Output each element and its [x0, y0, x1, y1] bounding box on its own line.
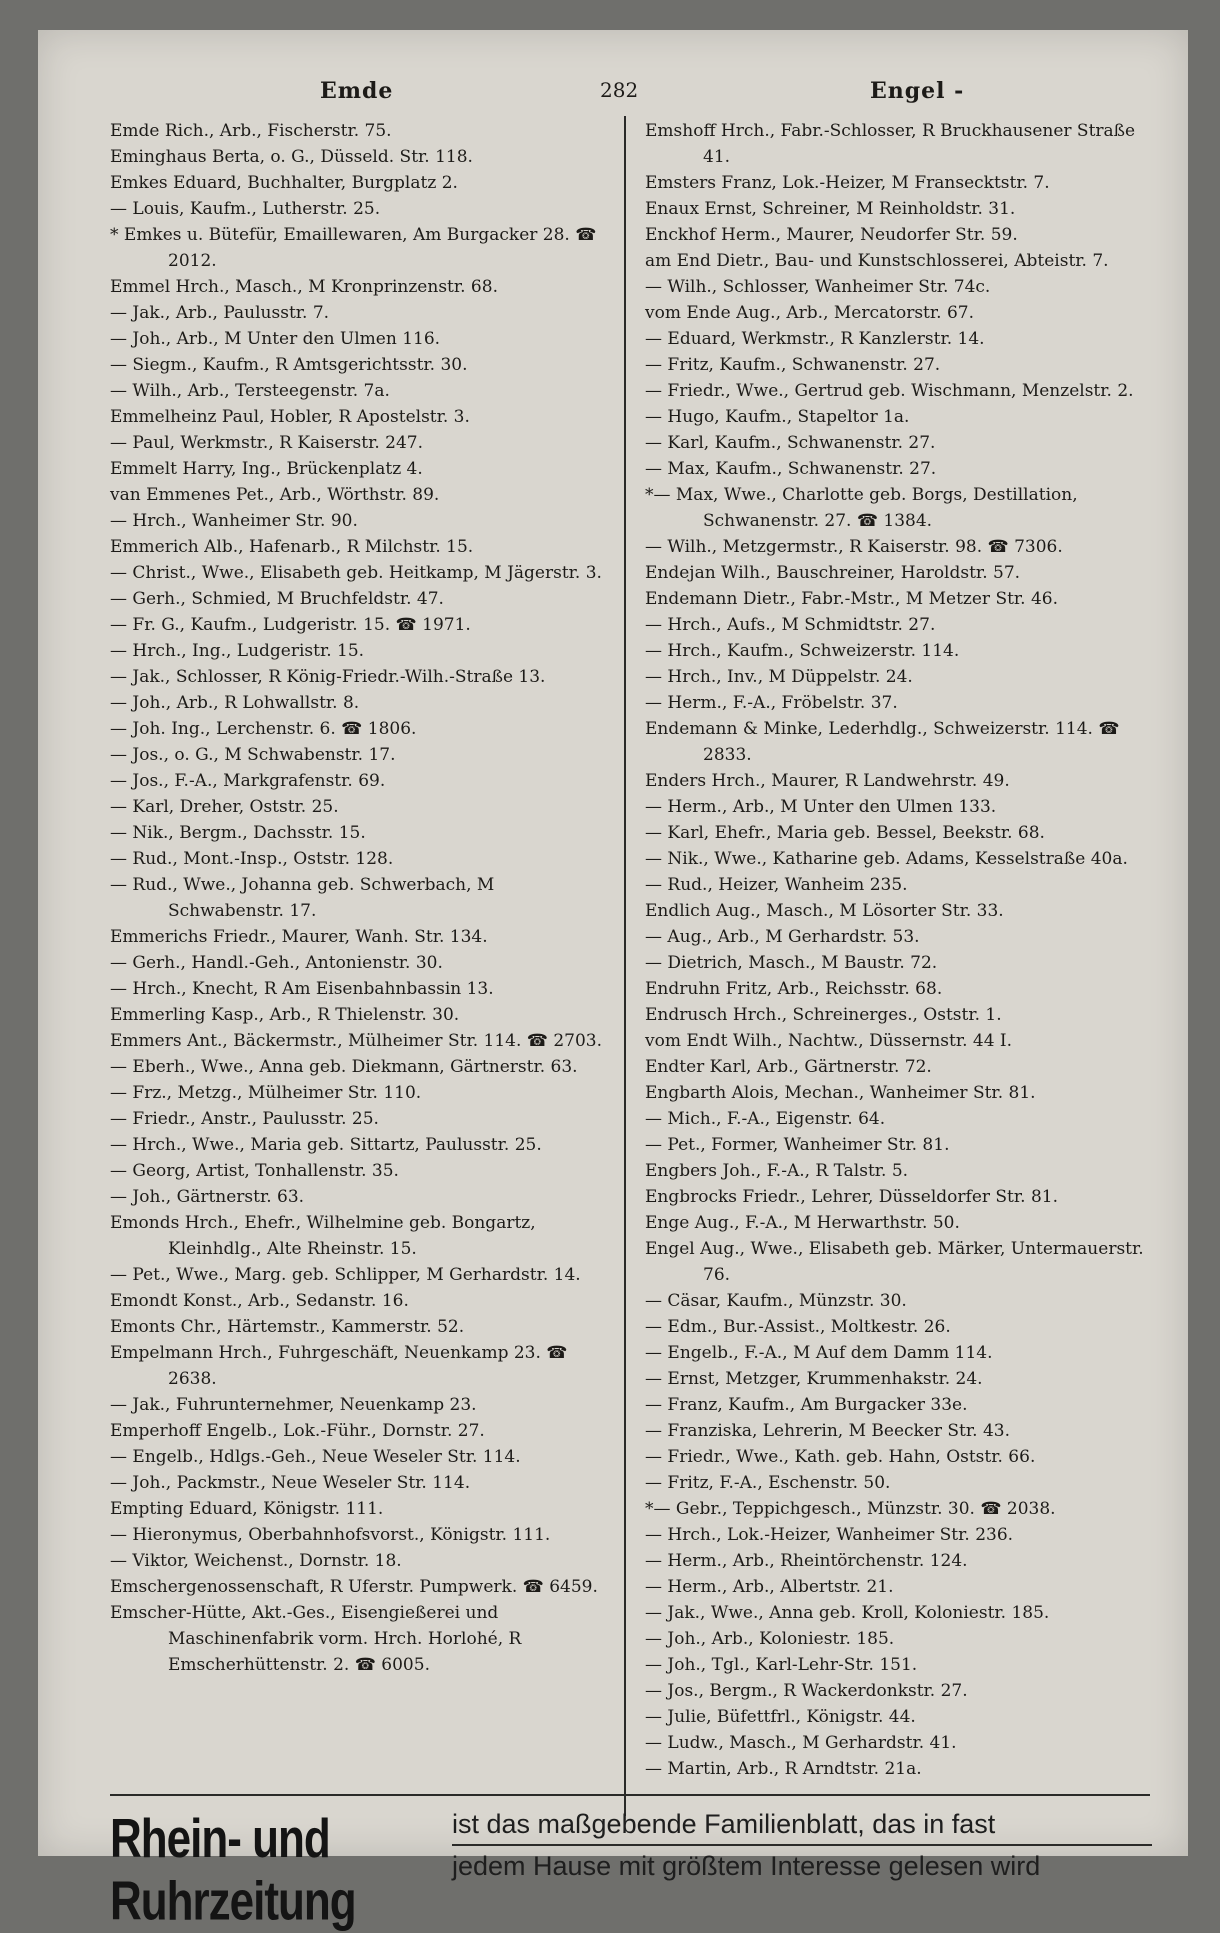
directory-entry: — Jak., Arb., Paulusstr. 7.	[110, 303, 330, 323]
directory-entry: — Hugo, Kaufm., Stapeltor 1a.	[645, 407, 910, 427]
directory-entry: — Wilh., Metzgermstr., R Kaiserstr. 98. ☎ 7306.	[645, 537, 1063, 557]
directory-entry: Emde Rich., Arb., Fischerstr. 75.	[110, 121, 392, 141]
directory-entry: — Pet., Former, Wanheimer Str. 81.	[645, 1135, 950, 1155]
directory-entry: Emonds Hrch., Ehefr., Wilhelmine geb. Bongartz, Kleinhdlg., Alte Rheinstr. 15.	[110, 1213, 536, 1259]
directory-entry: — Franz, Kaufm., Am Burgacker 33e.	[645, 1395, 968, 1415]
directory-entry: Emmerichs Friedr., Maurer, Wanh. Str. 134.	[110, 927, 488, 947]
directory-entry: — Hrch., Wanheimer Str. 90.	[110, 511, 358, 531]
directory-entry: — Frz., Metzg., Mülheimer Str. 110.	[110, 1083, 422, 1103]
directory-entry: — Rud., Wwe., Johanna geb. Schwerbach, M Schwabenstr. 17.	[110, 875, 495, 921]
directory-entry: — Eduard, Werkmstr., R Kanzlerstr. 14.	[645, 329, 985, 349]
directory-entry: — Rud., Heizer, Wanheim 235.	[645, 875, 908, 895]
right-column	[645, 118, 1150, 1782]
directory-entry: — Wilh., Schlosser, Wanheimer Str. 74c.	[645, 277, 991, 297]
directory-entry: Engbrocks Friedr., Lehrer, Düsseldorfer Str. 81.	[645, 1187, 1058, 1207]
directory-entry: — Joh., Arb., M Unter den Ulmen 116.	[110, 329, 441, 349]
directory-entry: — Jak., Wwe., Anna geb. Kroll, Koloniestr. 185.	[645, 1603, 1050, 1623]
page-header	[110, 78, 1150, 112]
directory-entry: — Herm., Arb., Albertstr. 21.	[645, 1577, 894, 1597]
directory-entry: — Karl, Kaufm., Schwanenstr. 27.	[645, 433, 936, 453]
directory-entry: — Jos., F.-A., Markgrafenstr. 69.	[110, 771, 386, 791]
directory-entry: — Aug., Arb., M Gerhardstr. 53.	[645, 927, 920, 947]
directory-entry: — Fr. G., Kaufm., Ludgeristr. 15. ☎ 1971.	[110, 615, 471, 635]
directory-entry: — Paul, Werkmstr., R Kaiserstr. 247.	[110, 433, 423, 453]
directory-entry: Engbarth Alois, Mechan., Wanheimer Str. 81.	[645, 1083, 1036, 1103]
directory-entry: vom Endt Wilh., Nachtw., Düssernstr. 44 I.	[645, 1031, 1013, 1051]
directory-entry: — Louis, Kaufm., Lutherstr. 25.	[110, 199, 381, 219]
directory-entry: Enckhof Herm., Maurer, Neudorfer Str. 59.	[645, 225, 1018, 245]
directory-entry: — Gerh., Schmied, M Bruchfeldstr. 47.	[110, 589, 444, 609]
directory-entry: — Hrch., Ing., Ludgeristr. 15.	[110, 641, 365, 661]
directory-entry: — Mich., F.-A., Eigenstr. 64.	[645, 1109, 886, 1129]
page-sheet	[38, 30, 1188, 1932]
directory-entry: Empting Eduard, Königstr. 111.	[110, 1499, 384, 1519]
directory-entry: — Karl, Dreher, Oststr. 25.	[110, 797, 339, 817]
directory-entry: — Ludw., Masch., M Gerhardstr. 41.	[645, 1733, 957, 1753]
directory-entry: — Joh., Arb., Koloniestr. 185.	[645, 1629, 895, 1649]
directory-entry: Endemann & Minke, Lederhdlg., Schweizerstr. 114. ☎ 2833.	[645, 719, 1120, 765]
directory-entry: — Dietrich, Masch., M Baustr. 72.	[645, 953, 938, 973]
banner-title: Rhein- und Ruhrzeitung	[110, 1808, 356, 1932]
directory-entry: Emshoff Hrch., Fabr.-Schlosser, R Bruckhausener Straße 41.	[645, 121, 1136, 167]
directory-entry: — Joh., Packmstr., Neue Weseler Str. 114.	[110, 1473, 471, 1493]
directory-entry: — Joh., Gärtnerstr. 63.	[110, 1187, 305, 1207]
directory-entry: — Max, Kaufm., Schwanenstr. 27.	[645, 459, 937, 479]
directory-entry: — Hrch., Aufs., M Schmidtstr. 27.	[645, 615, 936, 635]
directory-entry: Emmelheinz Paul, Hobler, R Apostelstr. 3.	[110, 407, 470, 427]
directory-entry: — Hrch., Wwe., Maria geb. Sittartz, Paulusstr. 25.	[110, 1135, 542, 1155]
directory-entry: Enge Aug., F.-A., M Herwarthstr. 50.	[645, 1213, 960, 1233]
directory-entry: — Nik., Bergm., Dachsstr. 15.	[110, 823, 366, 843]
directory-entry: Endter Karl, Arb., Gärtnerstr. 72.	[645, 1057, 932, 1077]
directory-entry: — Fritz, F.-A., Eschenstr. 50.	[645, 1473, 891, 1493]
directory-entry: — Engelb., F.-A., M Auf dem Damm 114.	[645, 1343, 993, 1363]
directory-entry: Engbers Joh., F.-A., R Talstr. 5.	[645, 1161, 909, 1181]
directory-entry: — Jak., Schlosser, R König-Friedr.-Wilh.-Straße 13.	[110, 667, 546, 687]
directory-entry: Emsters Franz, Lok.-Heizer, M Fransecktstr. 7.	[645, 173, 1050, 193]
directory-entry: Emkes Eduard, Buchhalter, Burgplatz 2.	[110, 173, 458, 193]
column-divider	[624, 116, 626, 1816]
directory-entry: — Friedr., Anstr., Paulusstr. 25.	[110, 1109, 379, 1129]
directory-entry: — Viktor, Weichenst., Dornstr. 18.	[110, 1551, 402, 1571]
directory-entry: — Gerh., Handl.-Geh., Antonienstr. 30.	[110, 953, 443, 973]
directory-entry: — Martin, Arb., R Arndtstr. 21a.	[645, 1759, 922, 1779]
banner-line-1: ist das maßgebende Familienblatt, das in fast	[452, 1809, 996, 1839]
header-right-keyword: Engel -	[870, 78, 965, 104]
directory-entry: — Franziska, Lehrerin, M Beecker Str. 43.	[645, 1421, 1010, 1441]
directory-entry: Emmers Ant., Bäckermstr., Mülheimer Str. 114. ☎ 2703.	[110, 1031, 603, 1051]
directory-entry: Emonts Chr., Härtemstr., Kammerstr. 52.	[110, 1317, 465, 1337]
directory-entry: — Hrch., Inv., M Düppelstr. 24.	[645, 667, 913, 687]
directory-entry: Emmelt Harry, Ing., Brückenplatz 4.	[110, 459, 423, 479]
directory-entry: — Hrch., Lok.-Heizer, Wanheimer Str. 236.	[645, 1525, 1014, 1545]
directory-entry: — Jos., Bergm., R Wackerdonkstr. 27.	[645, 1681, 968, 1701]
directory-entry: — Hrch., Kaufm., Schweizerstr. 114.	[645, 641, 960, 661]
banner-line-2: jedem Hause mit größtem Interesse gelesen wird	[452, 1844, 1152, 1886]
directory-entry: *— Max, Wwe., Charlotte geb. Borgs, Destillation, Schwanenstr. 27. ☎ 1384.	[645, 485, 1078, 531]
directory-entry: — Christ., Wwe., Elisabeth geb. Heitkamp, M Jägerstr. 3.	[110, 563, 602, 583]
directory-entry: — Georg, Artist, Tonhallenstr. 35.	[110, 1161, 399, 1181]
directory-entry: — Joh., Tgl., Karl-Lehr-Str. 151.	[645, 1655, 918, 1675]
directory-entry: van Emmenes Pet., Arb., Wörthstr. 89.	[110, 485, 440, 505]
directory-entry: Enders Hrch., Maurer, R Landwehrstr. 49.	[645, 771, 1010, 791]
directory-entry: * Emkes u. Bütefür, Emaillewaren, Am Burgacker 28. ☎ 2012.	[110, 225, 597, 271]
directory-entry: Endlich Aug., Masch., M Lösorter Str. 33.	[645, 901, 1004, 921]
directory-entry: Enaux Ernst, Schreiner, M Reinholdstr. 31.	[645, 199, 1016, 219]
directory-entry: Emscher-Hütte, Akt.-Ges., Eisengießerei und Maschinenfabrik vorm. Hrch. Horlohé, R Emscherhüttenstr. 2. ☎ 6005.	[110, 1603, 522, 1675]
directory-entry: — Cäsar, Kaufm., Münzstr. 30.	[645, 1291, 907, 1311]
directory-entry: — Pet., Wwe., Marg. geb. Schlipper, M Gerhardstr. 14.	[110, 1265, 581, 1285]
directory-entry: — Hieronymus, Oberbahnhofsvorst., Königstr. 111.	[110, 1525, 551, 1545]
directory-entry: Endejan Wilh., Bauschreiner, Haroldstr. 57.	[645, 563, 1021, 583]
directory-entry: am End Dietr., Bau- und Kunstschlosserei, Abteistr. 7.	[645, 251, 1109, 271]
advertisement-banner	[110, 1794, 1150, 1932]
directory-entry: — Edm., Bur.-Assist., Moltkestr. 26.	[645, 1317, 951, 1337]
directory-entry: *— Gebr., Teppichgesch., Münzstr. 30. ☎ 2038.	[645, 1499, 1056, 1519]
header-left-keyword: Emde	[320, 78, 394, 104]
directory-entry: — Ernst, Metzger, Krummenhakstr. 24.	[645, 1369, 983, 1389]
directory-entry: Emschergenossenschaft, R Uferstr. Pumpwerk. ☎ 6459.	[110, 1577, 598, 1597]
directory-entry: Endruhn Fritz, Arb., Reichsstr. 68.	[645, 979, 943, 999]
directory-entry: Emondt Konst., Arb., Sedanstr. 16.	[110, 1291, 409, 1311]
directory-entry: Emmerling Kasp., Arb., R Thielenstr. 30.	[110, 1005, 460, 1025]
directory-entry: Endrusch Hrch., Schreinerges., Oststr. 1.	[645, 1005, 1002, 1025]
page-number: 282	[600, 78, 639, 102]
directory-entry: vom Ende Aug., Arb., Mercatorstr. 67.	[645, 303, 974, 323]
directory-entry: — Jak., Fuhrunternehmer, Neuenkamp 23.	[110, 1395, 477, 1415]
banner-text	[452, 1804, 1152, 1886]
directory-entry: — Hrch., Knecht, R Am Eisenbahnbassin 13.	[110, 979, 494, 999]
directory-entry: Endemann Dietr., Fabr.-Mstr., M Metzer Str. 46.	[645, 589, 1059, 609]
directory-entry: — Herm., F.-A., Fröbelstr. 37.	[645, 693, 898, 713]
directory-entry: — Herm., Arb., Rheintörchenstr. 124.	[645, 1551, 968, 1571]
directory-entry: Eminghaus Berta, o. G., Düsseld. Str. 118.	[110, 147, 473, 167]
directory-entry: Emperhoff Engelb., Lok.-Führ., Dornstr. 27.	[110, 1421, 485, 1441]
directory-entry: — Rud., Mont.-Insp., Oststr. 128.	[110, 849, 394, 869]
directory-entry: — Engelb., Hdlgs.-Geh., Neue Weseler Str. 114.	[110, 1447, 521, 1467]
directory-entry: — Eberh., Wwe., Anna geb. Diekmann, Gärtnerstr. 63.	[110, 1057, 578, 1077]
directory-entry: — Nik., Wwe., Katharine geb. Adams, Kesselstraße 40a.	[645, 849, 1128, 869]
directory-entry: Emmel Hrch., Masch., M Kronprinzenstr. 68.	[110, 277, 498, 297]
directory-entry: — Siegm., Kaufm., R Amtsgerichtsstr. 30.	[110, 355, 468, 375]
directory-entry: — Fritz, Kaufm., Schwanenstr. 27.	[645, 355, 941, 375]
directory-entry: — Friedr., Wwe., Gertrud geb. Wischmann, Menzelstr. 2.	[645, 381, 1134, 401]
directory-entry: — Joh., Arb., R Lohwallstr. 8.	[110, 693, 360, 713]
directory-entry: Emmerich Alb., Hafenarb., R Milchstr. 15.	[110, 537, 474, 557]
directory-page	[110, 78, 1150, 1932]
directory-entry: Engel Aug., Wwe., Elisabeth geb. Märker, Untermauerstr. 76.	[645, 1239, 1144, 1285]
directory-entry: — Friedr., Wwe., Kath. geb. Hahn, Oststr. 66.	[645, 1447, 1036, 1467]
directory-entry: — Julie, Büfettfrl., Königstr. 44.	[645, 1707, 916, 1727]
directory-entry: Empelmann Hrch., Fuhrgeschäft, Neuenkamp 23. ☎ 2638.	[110, 1343, 568, 1389]
left-column	[110, 118, 615, 1678]
directory-entry: — Karl, Ehefr., Maria geb. Bessel, Beekstr. 68.	[645, 823, 1045, 843]
directory-entry: — Joh. Ing., Lerchenstr. 6. ☎ 1806.	[110, 719, 417, 739]
directory-entry: — Wilh., Arb., Tersteegenstr. 7a.	[110, 381, 390, 401]
directory-entry: — Herm., Arb., M Unter den Ulmen 133.	[645, 797, 997, 817]
directory-entry: — Jos., o. G., M Schwabenstr. 17.	[110, 745, 396, 765]
